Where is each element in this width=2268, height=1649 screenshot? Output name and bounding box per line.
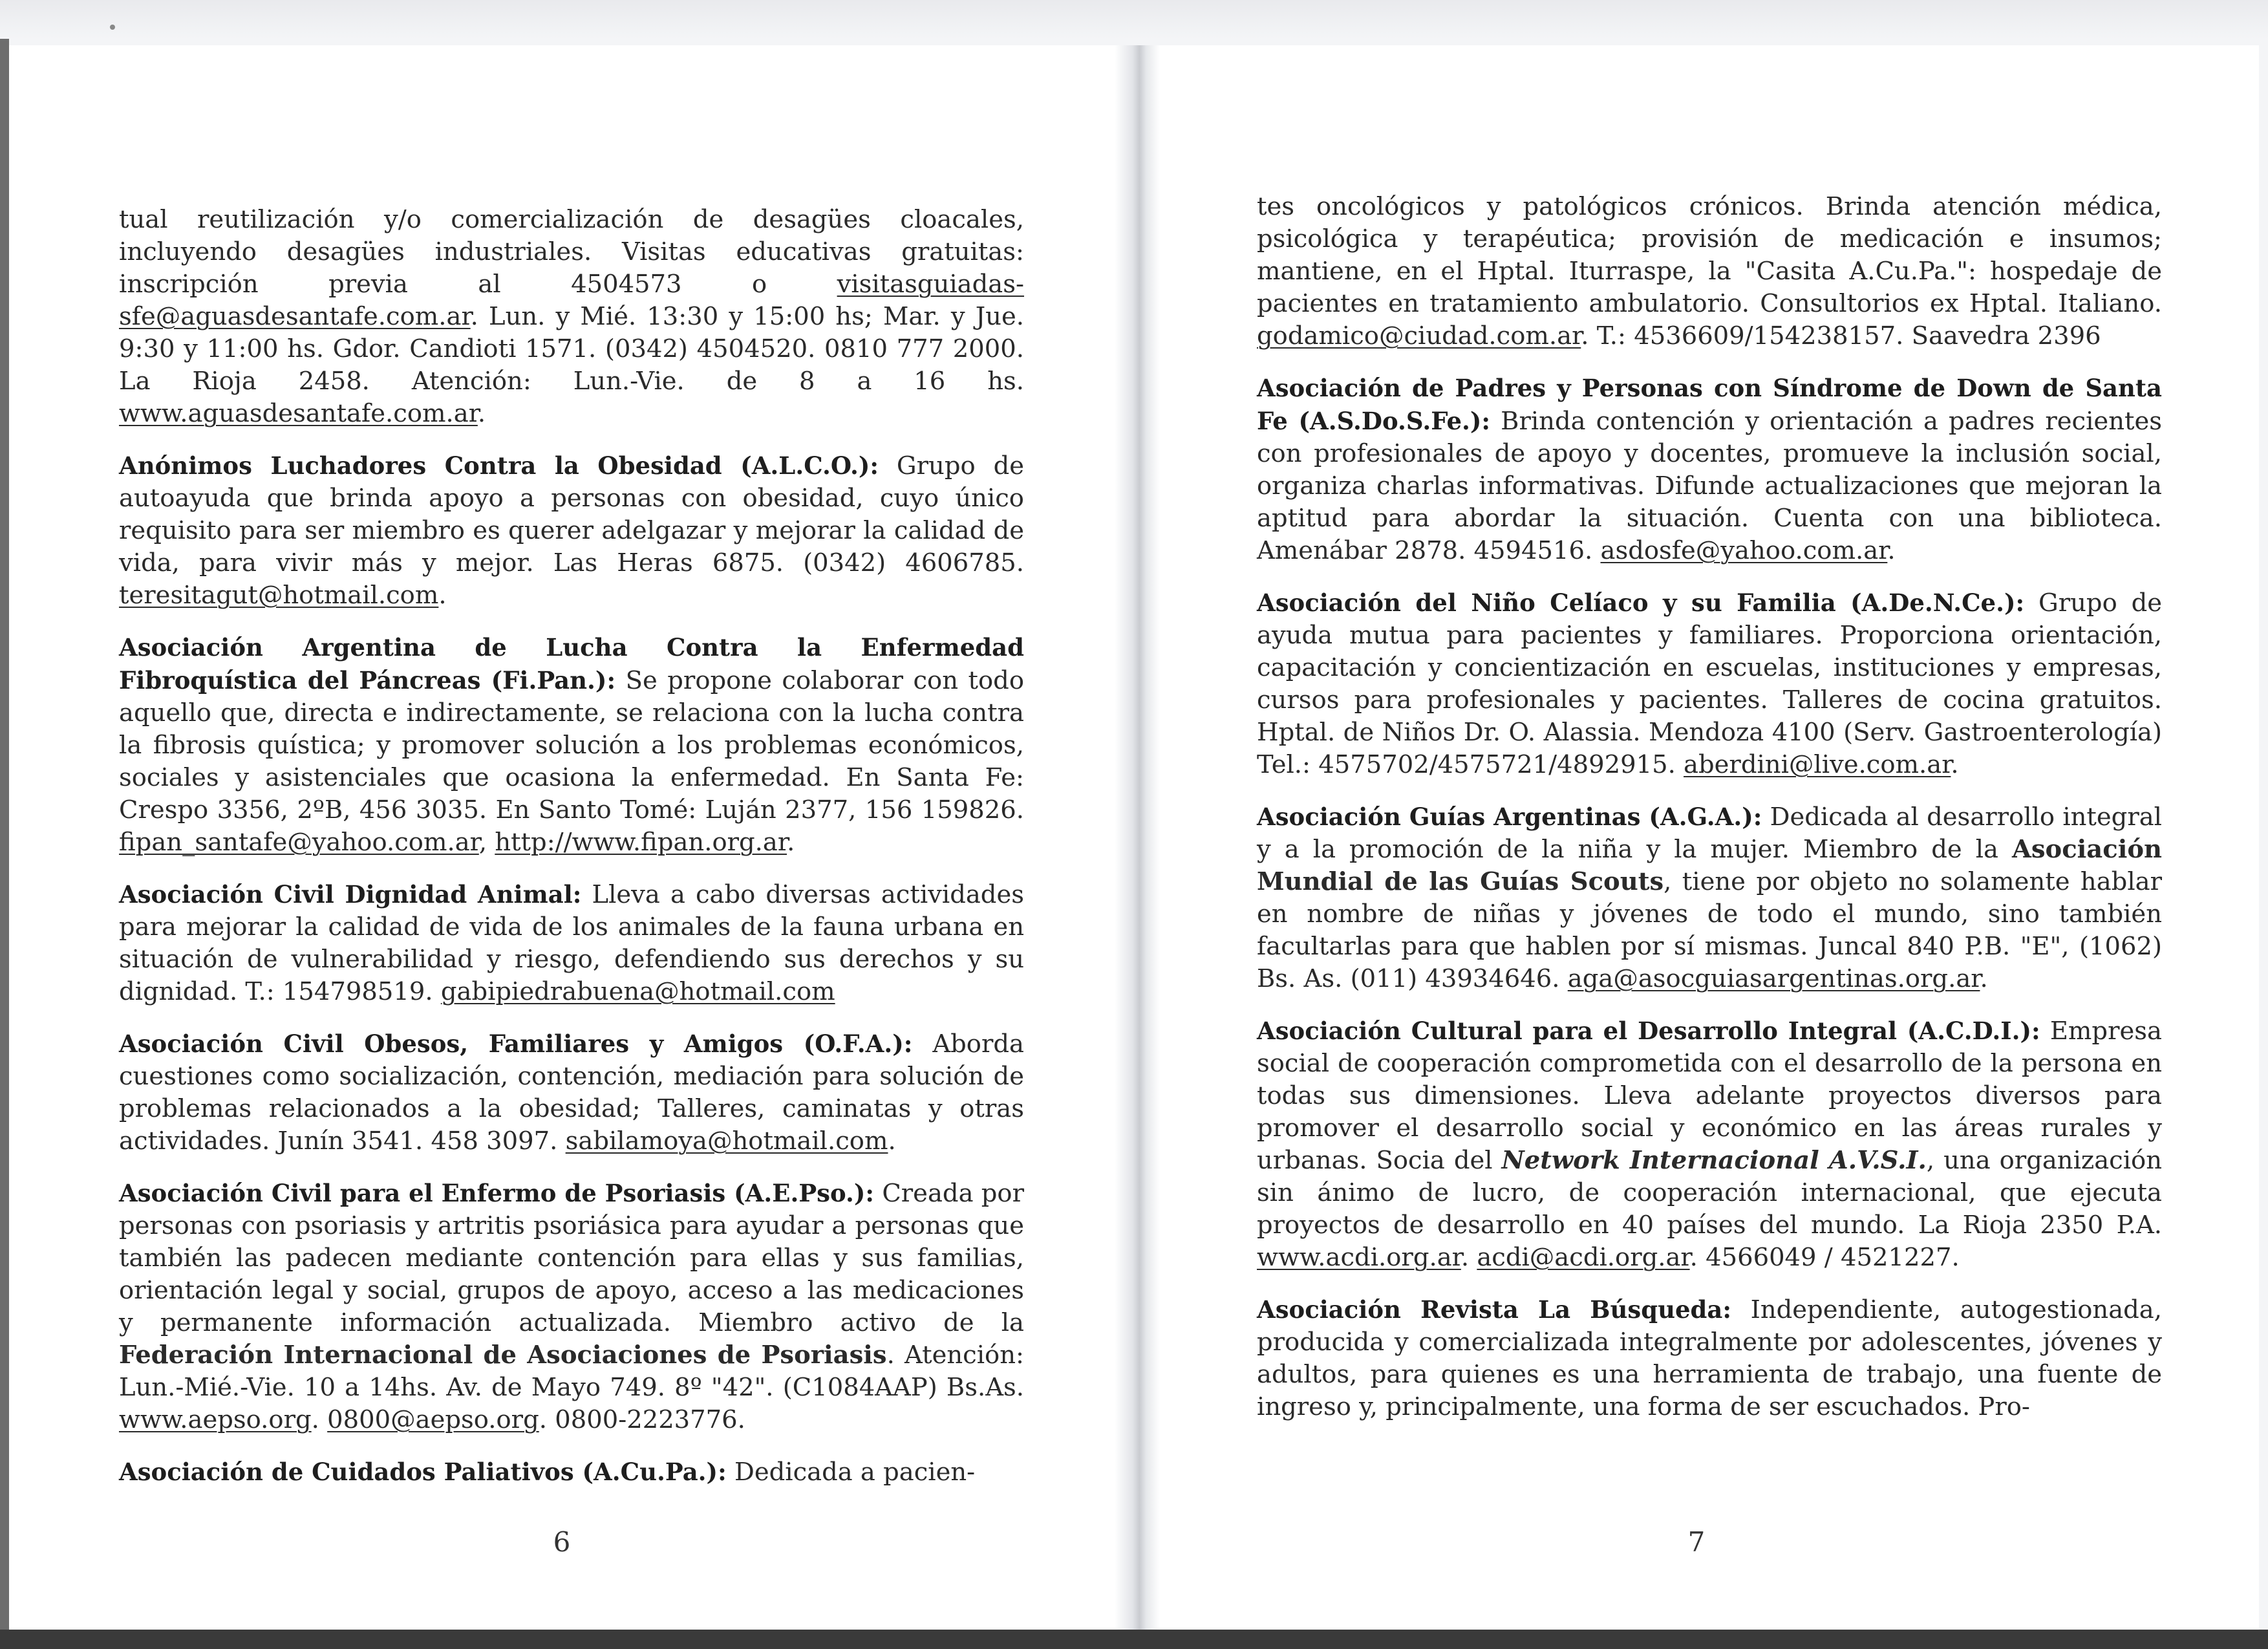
scan-left-edge xyxy=(0,39,9,1630)
email-link[interactable]: gabipiedrabuena@hotmail.com xyxy=(440,977,835,1006)
continued-entry xyxy=(119,204,1024,430)
entry-name: Asociación Cultural para el Desarrollo Integral (A.C.D.I.): xyxy=(1257,1017,2040,1045)
entry-name: Asociación Civil Obesos, Familiares y Amigos (O.F.A.): xyxy=(119,1029,913,1058)
directory-entry xyxy=(1257,1015,2162,1274)
continued-entry xyxy=(1257,191,2162,352)
federation-name: Federación Internacional de Asociaciones de Psoriasis xyxy=(119,1341,887,1370)
email-link[interactable]: godamico@ciudad.com.ar xyxy=(1257,321,1581,350)
scan-bottom-edge xyxy=(0,1630,2268,1649)
email-link[interactable]: teresitagut@hotmail.com xyxy=(119,581,439,610)
entry-text: Dedicada a pacien- xyxy=(726,1458,976,1487)
website-link[interactable]: www.acdi.org.ar xyxy=(1257,1243,1461,1272)
entry-name: Asociación de Cuidados Paliativos (A.Cu.Pa.): xyxy=(119,1458,727,1486)
page-number: 7 xyxy=(1687,1526,1706,1558)
email-link[interactable]: aberdini@live.com.ar xyxy=(1684,750,1951,779)
entry-text: . xyxy=(888,1126,896,1156)
directory-entry xyxy=(1257,372,2162,567)
entry-text: . xyxy=(438,581,447,610)
entry-text: Lleva a cabo diversas actividades para mejorar la calidad de vida de los animales de la fauna urbana en situación de vulnerabilidad y riesgo, defendiendo sus derechos y su dignidad. T.: 154798519. xyxy=(119,880,1024,1006)
entry-text: . 4566049 / 4521227. xyxy=(1689,1243,1960,1272)
booklet-spread xyxy=(9,45,2259,1630)
entry-name: Asociación Guías Argentinas (A.G.A.): xyxy=(1257,803,1762,831)
entry-text: . xyxy=(1980,964,1988,993)
email-link[interactable]: visitasguiadas-sfe@aguasdesantafe.com.ar xyxy=(119,270,1024,331)
scan-speck xyxy=(110,25,115,30)
entry-text: Grupo de autoayuda que brinda apoyo a personas con obesidad, cuyo único requisito para ser miembro es querer adelgazar y mejorar la calidad de vida, para vivir más y mejor. Las Heras 6875. (0342) 4606785. xyxy=(119,451,1025,577)
email-link[interactable]: sabilamoya@hotmail.com xyxy=(565,1126,888,1156)
entry-name: Anónimos Luchadores Contra la Obesidad (A.L.C.O.): xyxy=(119,451,879,480)
directory-entry xyxy=(1257,587,2162,781)
scan-top-edge xyxy=(0,0,2268,39)
entry-text: . xyxy=(1887,536,1896,565)
website-link[interactable]: www.aepso.org xyxy=(119,1405,312,1434)
entry-text: . Lun. y Mié. 13:30 y 15:00 hs; Mar. y Jue. 9:30 y 11:00 hs. Gdor. Candioti 1571. (0342) 4504520. 0810 777 2000. La Rioja 2458. Atención: Lun.-Vie. de 8 a 16 hs. xyxy=(119,302,1024,396)
email-link[interactable]: acdi@acdi.org.ar xyxy=(1477,1243,1690,1272)
entry-text: , xyxy=(478,828,495,857)
entry-text: Grupo de ayuda mutua para pacientes y familiares. Proporciona orientación, capacitación y concientización en escuelas, instituciones y empresas, cursos para profesionales y pacientes. Talleres de cocina gratuitos. Hptal. de Niños Dr. O. Alassia. Mendoza 4100 (Serv. Gastroenterología) Tel.: 4575702/4575721/4892915. xyxy=(1257,588,2162,779)
entry-text: Dedicada al desarrollo integral y a la promoción de la niña y la mujer. Miembro de la xyxy=(1257,803,2162,864)
entry-text: Independiente, autogestionada, producida y comercializada integralmente por adolescentes, jóvenes y adultos, para quienes es una herramienta de trabajo, una fuente de ingreso y, principalmente, una forma de ser escuchados. Pro- xyxy=(1257,1295,2162,1421)
entry-text: . Atención: Lun.-Mié.-Vie. 10 a 14hs. Av. de Mayo 749. 8º "42". (C1084AAP) Bs.As. xyxy=(119,1341,1024,1402)
entry-name: Asociación Civil Dignidad Animal: xyxy=(119,880,582,909)
directory-entry xyxy=(119,1456,1024,1489)
entry-text: . xyxy=(787,828,795,857)
entry-text: , tiene por objeto no solamente hablar en nombre de niñas y jóvenes de todo el mundo, sino también facultarlas para que hablen por sí mismas. Juncal 840 P.B. "E", (1062) Bs. As. (011) 43934646. xyxy=(1257,867,2162,993)
email-link[interactable]: aga@asocguiasargentinas.org.ar xyxy=(1567,964,1980,993)
website-link[interactable]: http://www.fipan.org.ar xyxy=(495,828,787,857)
directory-entry xyxy=(119,631,1024,859)
email-link[interactable]: fipan_santafe@yahoo.com.ar xyxy=(119,828,479,857)
directory-entry xyxy=(119,878,1024,1008)
entry-text: . xyxy=(477,399,486,428)
book-gutter xyxy=(1115,45,1160,1630)
directory-entry xyxy=(119,1177,1024,1436)
entry-text: . T.: 4536609/154238157. Saavedra 2396 xyxy=(1581,321,2101,350)
entry-name: Asociación Argentina de Lucha Contra la Enfermedad Fibroquística del Páncreas (Fi.Pan.): xyxy=(119,633,1024,695)
entry-text: Empresa social de cooperación comprometida con el desarrollo de la persona en todas sus dimensiones. Lleva adelante proyectos diversos para promover el desarrollo social y económico en las áreas rurales y urbanas. Socia del xyxy=(1257,1017,2162,1175)
entry-name: Asociación Revista La Búsqueda: xyxy=(1257,1295,1732,1324)
email-link[interactable]: 0800@aepso.org xyxy=(327,1405,539,1434)
left-page xyxy=(9,45,1128,1630)
network-name: Network Internacional A.V.S.I. xyxy=(1501,1146,1927,1175)
entry-text: , una organización sin ánimo de lucro, de cooperación internacional, que ejecuta proyectos de desarrollo en 40 países del mundo. La Rioja 2350 P.A. xyxy=(1257,1146,2162,1240)
entry-text: Se propone colaborar con todo aquello que, directa e indirectamente, se relaciona con la lucha contra la fibrosis quística; y promover solución a los problemas económicos, sociales y asistenciales que ocasiona la enfermedad. En Santa Fe: Crespo 3356, 2ºB, 456 3035. En Santo Tomé: Luján 2377, 156 159826. xyxy=(119,666,1024,824)
entry-name: Asociación de Padres y Personas con Síndrome de Down de Santa Fe (A.S.Do.S.Fe.): xyxy=(1257,374,2162,435)
entry-name: Asociación Civil para el Enfermo de Psoriasis (A.E.Pso.): xyxy=(119,1179,875,1207)
left-page-column xyxy=(119,204,1024,1508)
right-page xyxy=(1147,45,2259,1630)
entry-text: . xyxy=(1951,750,1959,779)
scouts-association-name: Asociación Mundial de las Guías Scouts xyxy=(1257,835,2162,896)
directory-entry xyxy=(119,449,1024,612)
entry-text: . xyxy=(1460,1243,1477,1272)
directory-entry xyxy=(1257,1293,2162,1423)
directory-entry xyxy=(1257,801,2162,995)
entry-name: Asociación del Niño Celíaco y su Familia (A.De.N.Ce.): xyxy=(1257,588,2025,617)
entry-text: tual reutilización y/o comercialización de desagües cloacales, incluyendo desagües industriales. Visitas educativas gratuitas: inscripción previa al 4504573 o xyxy=(119,205,1024,299)
entry-text: tes oncológicos y patológicos crónicos. Brinda atención médica, psicológica y terapéutica; provisión de medicación e insumos; mantiene, en el Hptal. Iturraspe, la "Casita A.Cu.Pa.": hospedaje de pacientes en tratamiento ambulatorio. Consultorios ex Hptal. Italiano. xyxy=(1257,192,2162,318)
page-number: 6 xyxy=(553,1526,571,1558)
directory-entry xyxy=(119,1028,1024,1158)
entry-text: Brinda contención y orientación a padres recientes con profesionales de apoyo y docentes, promueve la inclusión social, organiza charlas informativas. Difunde actualizaciones que mejoran la aptitud para abordar la situación. Cuenta con una biblioteca. Amenábar 2878. 4594516. xyxy=(1257,407,2163,565)
right-page-column xyxy=(1257,191,2162,1443)
entry-text: . 0800-2223776. xyxy=(539,1405,745,1434)
entry-text: Aborda cuestiones como socialización, contención, mediación para solución de problemas relacionados a la obesidad; Talleres, caminatas y otras actividades. Junín 3541. 458 3097. xyxy=(119,1029,1024,1156)
entry-text: . xyxy=(311,1405,328,1434)
website-link[interactable]: www.aguasdesantafe.com.ar xyxy=(119,399,478,428)
email-link[interactable]: asdosfe@yahoo.com.ar xyxy=(1600,536,1888,565)
entry-text: Creada por personas con psoriasis y artritis psoriásica para ayudar a personas que también las padecen mediante contención para ellas y sus familias, orientación legal y social, grupos de apoyo, acceso a las medicaciones y permanente información actualizada. Miembro activo de la xyxy=(119,1179,1025,1337)
